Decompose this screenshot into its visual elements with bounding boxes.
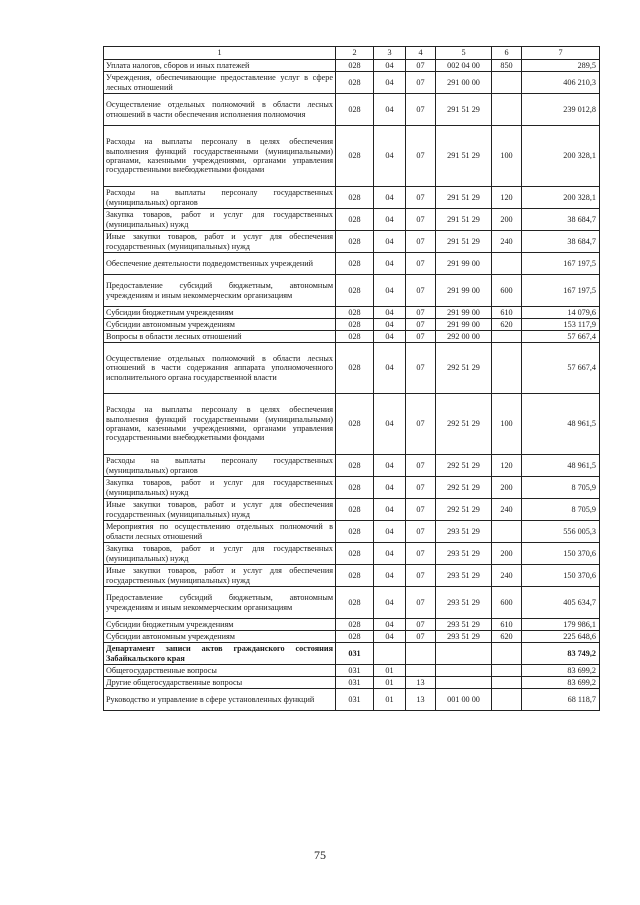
section-cell: 04: [374, 394, 406, 455]
target-article-cell: 293 51 29: [436, 631, 492, 643]
row-name-cell: Иные закупки товаров, работ и услуг для обеспечения государственных (муниципальных) нужд: [104, 231, 336, 253]
section-cell: 04: [374, 587, 406, 619]
section-cell: 04: [374, 543, 406, 565]
target-article-cell: 293 51 29: [436, 619, 492, 631]
section-cell: 04: [374, 521, 406, 543]
amount-cell: 57 667,4: [522, 331, 600, 343]
target-article-cell: 291 99 00: [436, 319, 492, 331]
target-article-cell: 291 51 29: [436, 94, 492, 126]
table-body: [104, 47, 600, 711]
admin-code-cell: 028: [336, 543, 374, 565]
section-cell: 04: [374, 477, 406, 499]
row-name-cell: Учреждения, обеспечивающие предоставление услуг в сфере лесных отношений: [104, 72, 336, 94]
section-cell: 04: [374, 307, 406, 319]
table-row: [104, 565, 600, 587]
section-cell: 04: [374, 319, 406, 331]
section-cell: 01: [374, 677, 406, 689]
header-cell: 7: [522, 47, 600, 60]
target-article-cell: 292 51 29: [436, 343, 492, 394]
admin-code-cell: 028: [336, 587, 374, 619]
amount-cell: 167 197,5: [522, 253, 600, 275]
table-row: [104, 631, 600, 643]
expense-type-cell: [492, 331, 522, 343]
row-name-cell: Расходы на выплаты персоналу в целях обеспечения выполнения функций государственными (муниципальными) органами, казенными учреждениями, органами управления государственными внебюджетными фондами: [104, 394, 336, 455]
target-article-cell: 292 51 29: [436, 499, 492, 521]
subsection-cell: 07: [406, 209, 436, 231]
admin-code-cell: 031: [336, 677, 374, 689]
row-name-cell: Расходы на выплаты персоналу в целях обеспечения выполнения функций государственными (муниципальными) органами, казенными учреждениями, органами управления государственными внебюджетными фондами: [104, 126, 336, 187]
row-name-cell: Мероприятия по осуществлению отдельных полномочий в области лесных отношений: [104, 521, 336, 543]
expense-type-cell: 100: [492, 394, 522, 455]
admin-code-cell: 028: [336, 394, 374, 455]
target-article-cell: 291 99 00: [436, 253, 492, 275]
admin-code-cell: 031: [336, 643, 374, 665]
expense-type-cell: 620: [492, 631, 522, 643]
expense-type-cell: [492, 665, 522, 677]
amount-cell: 68 118,7: [522, 689, 600, 711]
amount-cell: 405 634,7: [522, 587, 600, 619]
row-name-cell: Обеспечение деятельности подведомственных учреждений: [104, 253, 336, 275]
row-name-cell: Уплата налогов, сборов и иных платежей: [104, 60, 336, 72]
amount-cell: 8 705,9: [522, 499, 600, 521]
subsection-cell: 07: [406, 587, 436, 619]
admin-code-cell: 028: [336, 307, 374, 319]
subsection-cell: 07: [406, 94, 436, 126]
expense-type-cell: 240: [492, 565, 522, 587]
subsection-cell: 07: [406, 307, 436, 319]
row-name-cell: Закупка товаров, работ и услуг для государственных (муниципальных) нужд: [104, 209, 336, 231]
section-cell: 04: [374, 72, 406, 94]
subsection-cell: 07: [406, 394, 436, 455]
subsection-cell: [406, 665, 436, 677]
target-article-cell: 293 51 29: [436, 587, 492, 619]
section-cell: 04: [374, 499, 406, 521]
target-article-cell: 291 51 29: [436, 126, 492, 187]
section-cell: 04: [374, 455, 406, 477]
amount-cell: 225 648,6: [522, 631, 600, 643]
section-cell: 04: [374, 187, 406, 209]
section-cell: 04: [374, 253, 406, 275]
table-row: [104, 72, 600, 94]
amount-cell: 150 370,6: [522, 565, 600, 587]
subsection-cell: 07: [406, 253, 436, 275]
subsection-cell: 07: [406, 565, 436, 587]
table-row: [104, 619, 600, 631]
section-cell: 01: [374, 665, 406, 677]
table-row: [104, 126, 600, 187]
section-cell: 01: [374, 689, 406, 711]
amount-cell: 200 328,1: [522, 126, 600, 187]
expense-type-cell: [492, 72, 522, 94]
subsection-cell: 07: [406, 619, 436, 631]
admin-code-cell: 028: [336, 253, 374, 275]
admin-code-cell: 028: [336, 275, 374, 307]
amount-cell: 83 699,2: [522, 677, 600, 689]
table-row: [104, 587, 600, 619]
table-row: [104, 209, 600, 231]
expense-type-cell: [492, 343, 522, 394]
target-article-cell: 291 99 00: [436, 307, 492, 319]
target-article-cell: 291 51 29: [436, 231, 492, 253]
table-row: [104, 60, 600, 72]
amount-cell: 38 684,7: [522, 231, 600, 253]
subsection-cell: 07: [406, 631, 436, 643]
expense-type-cell: 200: [492, 477, 522, 499]
section-cell: 04: [374, 275, 406, 307]
section-cell: 04: [374, 619, 406, 631]
subsection-cell: 07: [406, 499, 436, 521]
section-cell: 04: [374, 565, 406, 587]
target-article-cell: 001 00 00: [436, 689, 492, 711]
row-name-cell: Закупка товаров, работ и услуг для государственных (муниципальных) нужд: [104, 543, 336, 565]
target-article-cell: 293 51 29: [436, 565, 492, 587]
header-cell: 4: [406, 47, 436, 60]
expense-type-cell: 120: [492, 187, 522, 209]
subsection-cell: 13: [406, 677, 436, 689]
subsection-cell: 07: [406, 319, 436, 331]
expense-type-cell: 850: [492, 60, 522, 72]
row-name-cell: Руководство и управление в сфере установленных функций: [104, 689, 336, 711]
row-name-cell: Субсидии бюджетным учреждениям: [104, 307, 336, 319]
admin-code-cell: 028: [336, 521, 374, 543]
section-cell: 04: [374, 60, 406, 72]
table-row: [104, 689, 600, 711]
admin-code-cell: 028: [336, 94, 374, 126]
row-name-cell: Вопросы в области лесных отношений: [104, 331, 336, 343]
admin-code-cell: 031: [336, 689, 374, 711]
amount-cell: 167 197,5: [522, 275, 600, 307]
table-row: [104, 187, 600, 209]
target-article-cell: 292 00 00: [436, 331, 492, 343]
expense-type-cell: [492, 677, 522, 689]
header-cell: 5: [436, 47, 492, 60]
expense-type-cell: 200: [492, 209, 522, 231]
admin-code-cell: 028: [336, 126, 374, 187]
subsection-cell: [406, 643, 436, 665]
row-name-cell: Субсидии автономным учреждениям: [104, 631, 336, 643]
header-cell: 6: [492, 47, 522, 60]
expense-type-cell: [492, 94, 522, 126]
amount-cell: 289,5: [522, 60, 600, 72]
page-number: 75: [314, 848, 326, 862]
table-row: [104, 253, 600, 275]
header-cell: 1: [104, 47, 336, 60]
table-row: [104, 499, 600, 521]
expense-type-cell: 240: [492, 499, 522, 521]
table-row: [104, 543, 600, 565]
target-article-cell: [436, 643, 492, 665]
row-name-cell: Департамент записи актов гражданского состояния Забайкальского края: [104, 643, 336, 665]
admin-code-cell: 028: [336, 619, 374, 631]
table-row: [104, 94, 600, 126]
header-cell: 3: [374, 47, 406, 60]
admin-code-cell: 028: [336, 331, 374, 343]
amount-cell: 8 705,9: [522, 477, 600, 499]
section-cell: 04: [374, 231, 406, 253]
row-name-cell: Другие общегосударственные вопросы: [104, 677, 336, 689]
amount-cell: 239 012,8: [522, 94, 600, 126]
table-row: [104, 231, 600, 253]
admin-code-cell: 028: [336, 231, 374, 253]
header-row: [104, 47, 600, 60]
amount-cell: 83 699,2: [522, 665, 600, 677]
expense-type-cell: [492, 689, 522, 711]
table-row: [104, 319, 600, 331]
expense-type-cell: [492, 643, 522, 665]
table-row: [104, 477, 600, 499]
subsection-cell: 07: [406, 521, 436, 543]
admin-code-cell: 028: [336, 72, 374, 94]
subsection-cell: 07: [406, 275, 436, 307]
table-row: [104, 521, 600, 543]
subsection-cell: 07: [406, 455, 436, 477]
section-cell: 04: [374, 343, 406, 394]
row-name-cell: Закупка товаров, работ и услуг для государственных (муниципальных) нужд: [104, 477, 336, 499]
subsection-cell: 07: [406, 187, 436, 209]
section-cell: 04: [374, 331, 406, 343]
section-cell: 04: [374, 94, 406, 126]
amount-cell: 153 117,9: [522, 319, 600, 331]
amount-cell: 556 005,3: [522, 521, 600, 543]
amount-cell: 48 961,5: [522, 455, 600, 477]
expense-type-cell: 120: [492, 455, 522, 477]
target-article-cell: 293 51 29: [436, 543, 492, 565]
amount-cell: 83 749,2: [522, 643, 600, 665]
section-cell: [374, 643, 406, 665]
table-row: [104, 275, 600, 307]
admin-code-cell: 031: [336, 665, 374, 677]
amount-cell: 14 079,6: [522, 307, 600, 319]
target-article-cell: 291 51 29: [436, 209, 492, 231]
row-name-cell: Иные закупки товаров, работ и услуг для обеспечения государственных (муниципальных) нужд: [104, 565, 336, 587]
subsection-cell: 07: [406, 60, 436, 72]
table-row: [104, 394, 600, 455]
expense-type-cell: 240: [492, 231, 522, 253]
admin-code-cell: 028: [336, 477, 374, 499]
row-name-cell: Расходы на выплаты персоналу государственных (муниципальных) органов: [104, 187, 336, 209]
amount-cell: 150 370,6: [522, 543, 600, 565]
subsection-cell: 07: [406, 543, 436, 565]
expense-type-cell: 610: [492, 619, 522, 631]
row-name-cell: Общегосударственные вопросы: [104, 665, 336, 677]
subsection-cell: 07: [406, 126, 436, 187]
amount-cell: 48 961,5: [522, 394, 600, 455]
amount-cell: 200 328,1: [522, 187, 600, 209]
subsection-cell: 13: [406, 689, 436, 711]
table-row: [104, 665, 600, 677]
table-row: [104, 307, 600, 319]
table-row: [104, 677, 600, 689]
target-article-cell: 292 51 29: [436, 455, 492, 477]
table-row: [104, 455, 600, 477]
admin-code-cell: 028: [336, 60, 374, 72]
subsection-cell: 07: [406, 72, 436, 94]
admin-code-cell: 028: [336, 565, 374, 587]
subsection-cell: 07: [406, 231, 436, 253]
admin-code-cell: 028: [336, 455, 374, 477]
admin-code-cell: 028: [336, 319, 374, 331]
admin-code-cell: 028: [336, 631, 374, 643]
admin-code-cell: 028: [336, 209, 374, 231]
section-cell: 04: [374, 631, 406, 643]
target-article-cell: 293 51 29: [436, 521, 492, 543]
table-row: [104, 643, 600, 665]
admin-code-cell: 028: [336, 343, 374, 394]
table-row: [104, 343, 600, 394]
row-name-cell: Предоставление субсидий бюджетным, автономным учреждениям и иным некоммерческим организациям: [104, 587, 336, 619]
row-name-cell: Иные закупки товаров, работ и услуг для обеспечения государственных (муниципальных) нужд: [104, 499, 336, 521]
target-article-cell: 291 00 00: [436, 72, 492, 94]
subsection-cell: 07: [406, 331, 436, 343]
expense-type-cell: 200: [492, 543, 522, 565]
budget-table: [103, 46, 600, 711]
row-name-cell: Субсидии автономным учреждениям: [104, 319, 336, 331]
target-article-cell: 002 04 00: [436, 60, 492, 72]
subsection-cell: 07: [406, 343, 436, 394]
admin-code-cell: 028: [336, 187, 374, 209]
table-row: [104, 331, 600, 343]
row-name-cell: Предоставление субсидий бюджетным, автономным учреждениям и иным некоммерческим организациям: [104, 275, 336, 307]
amount-cell: 406 210,3: [522, 72, 600, 94]
row-name-cell: Субсидии бюджетным учреждениям: [104, 619, 336, 631]
row-name-cell: Осуществление отдельных полномочий в области лесных отношений в части обеспечения исполнения полномочия: [104, 94, 336, 126]
admin-code-cell: 028: [336, 499, 374, 521]
amount-cell: 38 684,7: [522, 209, 600, 231]
target-article-cell: 292 51 29: [436, 394, 492, 455]
expense-type-cell: 610: [492, 307, 522, 319]
header-cell: 2: [336, 47, 374, 60]
expense-type-cell: [492, 521, 522, 543]
subsection-cell: 07: [406, 477, 436, 499]
expense-type-cell: 620: [492, 319, 522, 331]
amount-cell: 179 986,1: [522, 619, 600, 631]
target-article-cell: [436, 665, 492, 677]
expense-type-cell: 600: [492, 275, 522, 307]
section-cell: 04: [374, 209, 406, 231]
target-article-cell: 291 99 00: [436, 275, 492, 307]
row-name-cell: Осуществление отдельных полномочий в области лесных отношений в части содержания аппарата уполномоченного исполнительного органа государственной власти: [104, 343, 336, 394]
expense-type-cell: [492, 253, 522, 275]
target-article-cell: [436, 677, 492, 689]
target-article-cell: 291 51 29: [436, 187, 492, 209]
expense-type-cell: 600: [492, 587, 522, 619]
amount-cell: 57 667,4: [522, 343, 600, 394]
target-article-cell: 292 51 29: [436, 477, 492, 499]
expense-type-cell: 100: [492, 126, 522, 187]
section-cell: 04: [374, 126, 406, 187]
row-name-cell: Расходы на выплаты персоналу государственных (муниципальных) органов: [104, 455, 336, 477]
